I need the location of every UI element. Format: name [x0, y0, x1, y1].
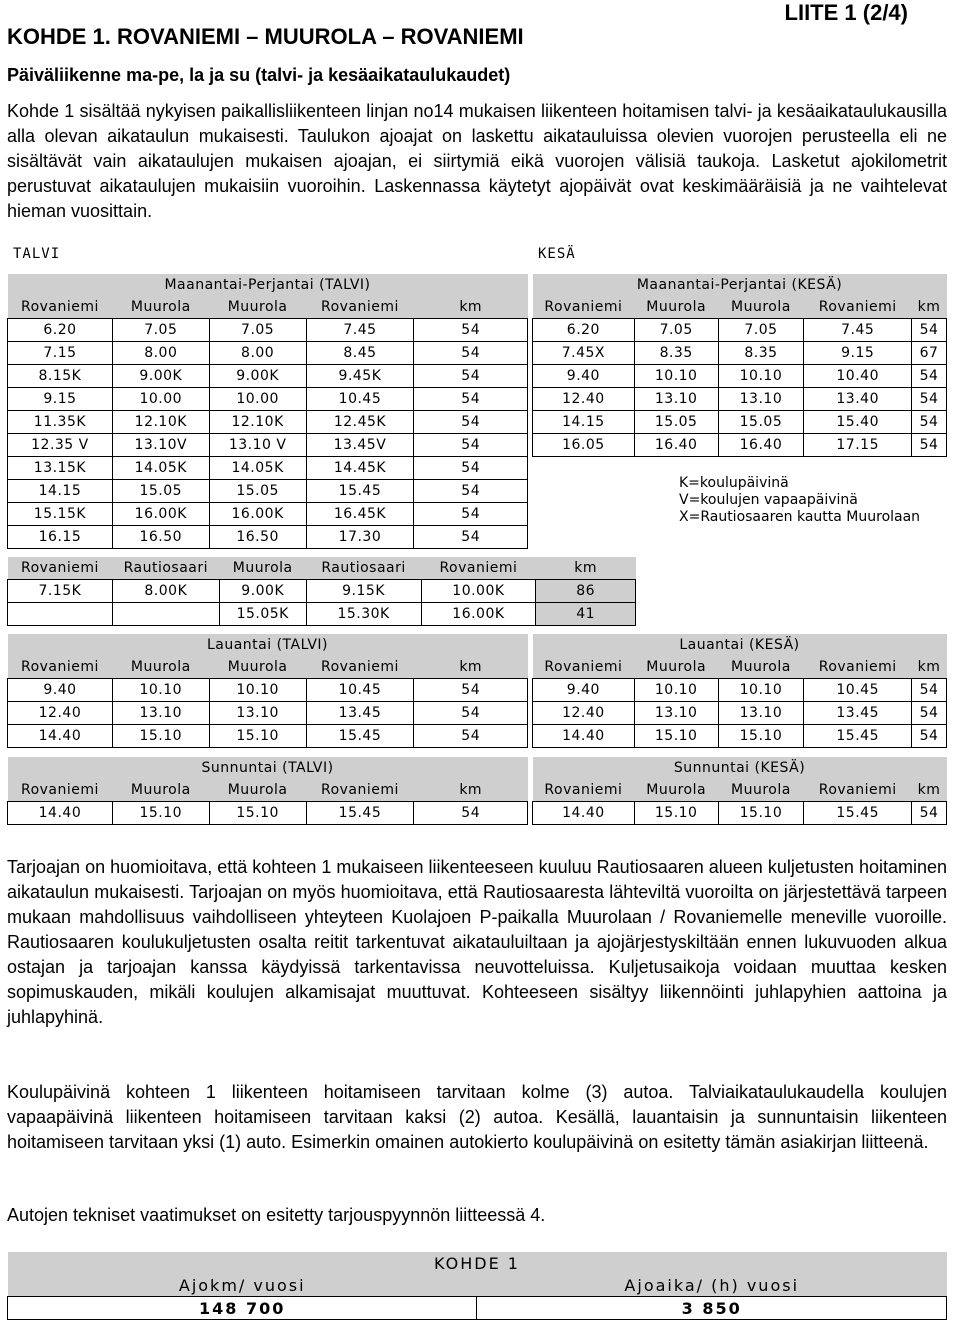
cell-km: 54 — [912, 319, 947, 342]
cell-time: 6.20 — [533, 319, 635, 342]
cell: 9.15K — [306, 580, 421, 603]
cell-km: 54 — [414, 342, 528, 365]
cell-time: 15.10 — [112, 725, 209, 748]
cell-time: 15.10 — [209, 725, 306, 748]
cell-time: 13.15K — [8, 457, 113, 480]
intro-paragraph: Kohde 1 sisältää nykyisen paikallisliikenteen linjan no14 mukaisen liikenteen hoitamisen talvi- ja kesäaikataulukausilla alla olevan aikataulun mukaisesti. Taulukon ajoajat on laskettu aikatauluissa olevien vuorojen perusteella eli ne sisältävät vain aikataulujen mukaisen ajoajan, ei siirtymiä eikä vuorojen välisiä taukoja. Lasketut ajokilometrit perustuvat aikataulujen mukaisiin vuoroihin. Laskennassa käytetyt ajopäivät ovat keskimääräisiä ja ne vaihtelevat hieman vuosittain. — [7, 101, 947, 221]
cell-time: 13.10 V — [209, 434, 306, 457]
weekday-kesa-table — [532, 274, 947, 457]
cell-time: 8.15K — [8, 365, 113, 388]
weekday-talvi-row — [8, 503, 528, 526]
cell-time: 10.45 — [306, 388, 414, 411]
cell-time: 7.45X — [533, 342, 635, 365]
column-header: Muurola — [718, 656, 804, 679]
column-header: km — [414, 656, 528, 679]
cell-time: 16.00K — [112, 503, 209, 526]
weekday-talvi-row — [8, 434, 528, 457]
column-header: km — [414, 296, 528, 319]
saturday-talvi-row — [8, 725, 528, 748]
cell-time: 12.40 — [533, 702, 635, 725]
cell-time: 9.40 — [533, 365, 635, 388]
column-header: Muurola — [718, 296, 804, 319]
summary-col-header: Ajokm/ vuosi — [8, 1274, 477, 1297]
cell-km: 54 — [414, 702, 528, 725]
cell-time: 11.35K — [8, 411, 113, 434]
cell-km: 54 — [414, 480, 528, 503]
cell-km: 54 — [912, 434, 947, 457]
cell: 8.00K — [112, 580, 219, 603]
cell-km: 54 — [912, 365, 947, 388]
cell: 9.00K — [219, 580, 306, 603]
cell-time: 8.00 — [209, 342, 306, 365]
cell-time: 10.00 — [209, 388, 306, 411]
cell-time: 12.40 — [8, 702, 113, 725]
cell-time: 14.05K — [112, 457, 209, 480]
cell-km: 54 — [414, 388, 528, 411]
cell-time: 16.00K — [209, 503, 306, 526]
sunday-kesa-title: Sunnuntai (KESÄ) — [533, 757, 947, 779]
column-header: Rovaniemi — [804, 779, 912, 802]
cell-time: 7.45 — [804, 319, 912, 342]
saturday-kesa-title: Lauantai (KESÄ) — [533, 634, 947, 656]
cell-time: 12.10K — [112, 411, 209, 434]
cell-time: 14.15 — [8, 480, 113, 503]
paragraph-technical: Autojen tekniset vaatimukset on esitetty tarjouspyynnön liitteessä 4. — [7, 1205, 546, 1225]
cell-time: 10.40 — [804, 365, 912, 388]
column-header: Rovaniemi — [804, 656, 912, 679]
cell-time: 14.15 — [533, 411, 635, 434]
column-header: Rovaniemi — [306, 296, 414, 319]
saturday-kesa-row — [533, 725, 947, 748]
cell-time: 16.40 — [634, 434, 718, 457]
cell: 10.00K — [421, 580, 536, 603]
column-header: Muurola — [112, 779, 209, 802]
column-header: Rovaniemi — [533, 296, 635, 319]
cell: 15.30K — [306, 603, 421, 626]
cell-time: 16.15 — [8, 526, 113, 549]
weekday-talvi-row — [8, 319, 528, 342]
column-header: Rovaniemi — [8, 296, 113, 319]
cell-time: 9.45K — [306, 365, 414, 388]
weekday-kesa-row — [533, 342, 947, 365]
legend — [679, 475, 920, 526]
column-header: Muurola — [209, 296, 306, 319]
cell-time: 9.40 — [8, 679, 113, 702]
cell-km: 54 — [912, 411, 947, 434]
cell: 15.05K — [219, 603, 306, 626]
column-header: km — [912, 656, 947, 679]
cell-time: 15.10 — [634, 725, 718, 748]
cell-time: 7.45 — [306, 319, 414, 342]
saturday-kesa-row — [533, 702, 947, 725]
cell-time: 13.10 — [634, 702, 718, 725]
cell-time: 12.40 — [533, 388, 635, 411]
legend-item: K=koulupäivinä — [679, 475, 789, 491]
cell-time: 16.40 — [718, 434, 804, 457]
cell-time: 13.45 — [306, 702, 414, 725]
weekday-talvi-table — [7, 274, 528, 549]
cell-time: 10.10 — [718, 679, 804, 702]
cell-time: 15.10 — [209, 802, 306, 825]
rautio-col-header: Rautiosaari — [112, 557, 219, 580]
cell-km: 54 — [414, 526, 528, 549]
rautio-row — [8, 580, 636, 603]
document-title: KOHDE 1. ROVANIEMI – MUUROLA – ROVANIEMI — [7, 24, 524, 49]
cell-time: 12.35 V — [8, 434, 113, 457]
cell-time: 14.40 — [533, 725, 635, 748]
rautio-col-header: Rovaniemi — [421, 557, 536, 580]
column-header: Rovaniemi — [533, 656, 635, 679]
column-header: Muurola — [209, 656, 306, 679]
column-header: km — [414, 779, 528, 802]
weekday-kesa-row — [533, 319, 947, 342]
weekday-talvi-row — [8, 342, 528, 365]
cell-time: 15.05 — [112, 480, 209, 503]
cell-km: 54 — [414, 503, 528, 526]
column-header: Muurola — [209, 779, 306, 802]
saturday-kesa-table — [532, 634, 947, 748]
cell-time: 15.45 — [306, 725, 414, 748]
weekday-talvi-row — [8, 526, 528, 549]
cell-time: 8.35 — [634, 342, 718, 365]
cell-time: 14.40 — [8, 725, 113, 748]
cell-time: 15.10 — [718, 802, 804, 825]
cell-time: 13.10 — [718, 702, 804, 725]
rautio-row — [8, 603, 636, 626]
cell-time: 7.05 — [634, 319, 718, 342]
weekday-talvi-row — [8, 388, 528, 411]
cell-time: 7.05 — [718, 319, 804, 342]
cell-time: 13.45 — [804, 702, 912, 725]
saturday-talvi-row — [8, 702, 528, 725]
cell-km: 54 — [912, 725, 947, 748]
kesa-label: KESÄ — [538, 246, 576, 262]
cell-time: 13.10 — [112, 702, 209, 725]
cell-time: 16.45K — [306, 503, 414, 526]
cell-time: 10.10 — [112, 679, 209, 702]
cell-time: 9.15 — [804, 342, 912, 365]
cell-time: 9.40 — [533, 679, 635, 702]
column-header: Rovaniemi — [306, 779, 414, 802]
summary-table — [7, 1252, 947, 1320]
saturday-talvi-title: Lauantai (TALVI) — [8, 634, 528, 656]
cell-time: 10.45 — [804, 679, 912, 702]
cell-time: 15.45 — [306, 802, 414, 825]
cell-time: 7.15 — [8, 342, 113, 365]
cell-time: 15.45 — [804, 802, 912, 825]
weekday-kesa-title: Maanantai-Perjantai (KESÄ) — [533, 274, 947, 296]
cell-time: 9.00K — [209, 365, 306, 388]
cell-time: 13.10 — [718, 388, 804, 411]
column-header: km — [912, 296, 947, 319]
summary-km-value: 148 700 — [8, 1297, 477, 1320]
cell-km: 67 — [912, 342, 947, 365]
cell-time: 10.00 — [112, 388, 209, 411]
column-header-row — [8, 656, 528, 679]
document-subtitle: Päiväliikenne ma-pe, la ja su (talvi- ja kesäaikataulukaudet) — [7, 65, 511, 85]
cell — [8, 603, 113, 626]
weekday-talvi-row — [8, 457, 528, 480]
cell-time: 16.05 — [533, 434, 635, 457]
cell-km: 86 — [536, 580, 636, 603]
cell-time: 9.00K — [112, 365, 209, 388]
cell-time: 14.40 — [8, 802, 113, 825]
column-header: Muurola — [634, 779, 718, 802]
weekday-talvi-row — [8, 411, 528, 434]
weekday-kesa-row — [533, 365, 947, 388]
sunday-kesa-table — [532, 757, 947, 825]
cell-time: 7.05 — [209, 319, 306, 342]
cell-time: 14.45K — [306, 457, 414, 480]
column-header-row — [8, 779, 528, 802]
column-header: Muurola — [112, 296, 209, 319]
cell-time: 17.30 — [306, 526, 414, 549]
column-header: Rovaniemi — [804, 296, 912, 319]
paragraph-vehicles: Koulupäivinä kohteen 1 liikenteen hoitamiseen tarvitaan kolme (3) autoa. Talviaikataulukaudella koulujen vapaapäivinä liikenteen hoitamiseen tarvitaan kaksi (2) autoa. Kesällä, lauantaisin ja sunnuntaisin liikenteen hoitamiseen tarvitaan yksi (1) auto. Esimerkin omainen autokierto koulupäivinä on esitetty tämän asiakirjan liitteenä. — [7, 1082, 947, 1152]
cell-time: 15.10 — [112, 802, 209, 825]
cell-time: 15.45 — [804, 725, 912, 748]
talvi-label: TALVI — [13, 246, 61, 262]
sunday-talvi-table — [7, 757, 528, 825]
paragraph-rautiosaari: Tarjoajan on huomioitava, että kohteen 1 mukaiseen liikenteeseen kuuluu Rautiosaaren alueen kuljetusten hoitaminen aikataulun mukaisesti. Tarjoajan on myös huomioitava, että Rautiosaaresta lähteviltä vuoroilta on järjestettävä tarpeen mukaan mahdollisuus vaihdolliseen yhteyteen Kuolajoen P-paikalla Muurolaan / Rovaniemelle meneville vuoroille. Rautiosaaren koulukuljetusten osalta reitit tarkentuvat aikatauluiltaan ja ajojärjestyskiltään ennen lukuvuoden alkua ostajan ja tarjoajan kanssa käydyissä tarkentavissa neuvotteluissa. Kuljetusaikoja voidaan muuttaa kesken sopimuskauden, mikäli koulujen alkamisajat muuttuvat. Kohteeseen sisältyy liikennöinti juhlapyhien aattoina ja juhlapyhinä. — [7, 857, 947, 1027]
column-header: Muurola — [718, 779, 804, 802]
cell-time: 10.45 — [306, 679, 414, 702]
appendix-label: LIITE 1 (2/4) — [784, 0, 908, 25]
legend-item: X=Rautiosaaren kautta Muurolaan — [679, 509, 921, 525]
summary-col-header: Ajoaika/ (h) vuosi — [477, 1274, 947, 1297]
cell-km: 54 — [414, 434, 528, 457]
summary-hours-value: 3 850 — [477, 1297, 947, 1320]
cell-time: 6.20 — [8, 319, 113, 342]
cell-km: 41 — [536, 603, 636, 626]
cell-time: 16.50 — [112, 526, 209, 549]
cell — [112, 603, 219, 626]
column-header: Rovaniemi — [8, 656, 113, 679]
sunday-talvi-row — [8, 802, 528, 825]
column-header: Rovaniemi — [306, 656, 414, 679]
cell-time: 10.10 — [634, 365, 718, 388]
cell-time: 12.45K — [306, 411, 414, 434]
cell-time: 15.40 — [804, 411, 912, 434]
cell-time: 12.10K — [209, 411, 306, 434]
cell-time: 17.15 — [804, 434, 912, 457]
cell-time: 15.05 — [634, 411, 718, 434]
column-header-row — [533, 296, 947, 319]
cell-time: 10.10 — [209, 679, 306, 702]
cell-km: 54 — [414, 365, 528, 388]
weekday-talvi-title: Maanantai-Perjantai (TALVI) — [8, 274, 528, 296]
cell-time: 14.05K — [209, 457, 306, 480]
cell-km: 54 — [414, 411, 528, 434]
cell-km: 54 — [912, 802, 947, 825]
cell-time: 9.15 — [8, 388, 113, 411]
column-header: Muurola — [112, 656, 209, 679]
cell: 7.15K — [8, 580, 113, 603]
weekday-kesa-row — [533, 388, 947, 411]
sunday-kesa-row — [533, 802, 947, 825]
cell-km: 54 — [912, 388, 947, 411]
column-header: Rovaniemi — [533, 779, 635, 802]
rautio-col-header: Rautiosaari — [306, 557, 421, 580]
cell-time: 13.10 — [209, 702, 306, 725]
cell-time: 13.10V — [112, 434, 209, 457]
column-header: Muurola — [634, 296, 718, 319]
cell-time: 13.10 — [634, 388, 718, 411]
cell-time: 15.10 — [718, 725, 804, 748]
rautiosaari-table — [7, 557, 636, 626]
legend-item: V=koulujen vapaapäivinä — [679, 492, 858, 508]
cell-km: 54 — [414, 457, 528, 480]
cell-time: 8.45 — [306, 342, 414, 365]
column-header: Muurola — [634, 656, 718, 679]
cell-time: 8.00 — [112, 342, 209, 365]
saturday-talvi-table — [7, 634, 528, 748]
cell-km: 54 — [414, 725, 528, 748]
cell-km: 54 — [912, 702, 947, 725]
cell-time: 13.45V — [306, 434, 414, 457]
cell-time: 14.40 — [533, 802, 635, 825]
weekday-talvi-row — [8, 365, 528, 388]
cell-time: 15.05 — [718, 411, 804, 434]
cell-km: 54 — [912, 679, 947, 702]
cell-time: 10.10 — [634, 679, 718, 702]
column-header-row — [533, 656, 947, 679]
weekday-kesa-row — [533, 434, 947, 457]
cell-time: 15.15K — [8, 503, 113, 526]
cell-time: 7.05 — [112, 319, 209, 342]
column-header: km — [912, 779, 947, 802]
summary-title: KOHDE 1 — [8, 1252, 947, 1274]
rautio-col-header: Rovaniemi — [8, 557, 113, 580]
cell-time: 15.05 — [209, 480, 306, 503]
cell-km: 54 — [414, 319, 528, 342]
weekday-kesa-row — [533, 411, 947, 434]
cell-time: 13.40 — [804, 388, 912, 411]
column-header-row — [8, 296, 528, 319]
column-header: Rovaniemi — [8, 779, 113, 802]
cell-km: 54 — [414, 802, 528, 825]
cell-time: 10.10 — [718, 365, 804, 388]
cell-time: 15.10 — [634, 802, 718, 825]
sunday-talvi-title: Sunnuntai (TALVI) — [8, 757, 528, 779]
cell: 16.00K — [421, 603, 536, 626]
cell-time: 16.50 — [209, 526, 306, 549]
weekday-talvi-row — [8, 480, 528, 503]
cell-time: 15.45 — [306, 480, 414, 503]
column-header-row — [533, 779, 947, 802]
cell-time: 8.35 — [718, 342, 804, 365]
saturday-talvi-row — [8, 679, 528, 702]
cell-km: 54 — [414, 679, 528, 702]
saturday-kesa-row — [533, 679, 947, 702]
rautio-col-header: Muurola — [219, 557, 306, 580]
rautio-col-header: km — [536, 557, 636, 580]
